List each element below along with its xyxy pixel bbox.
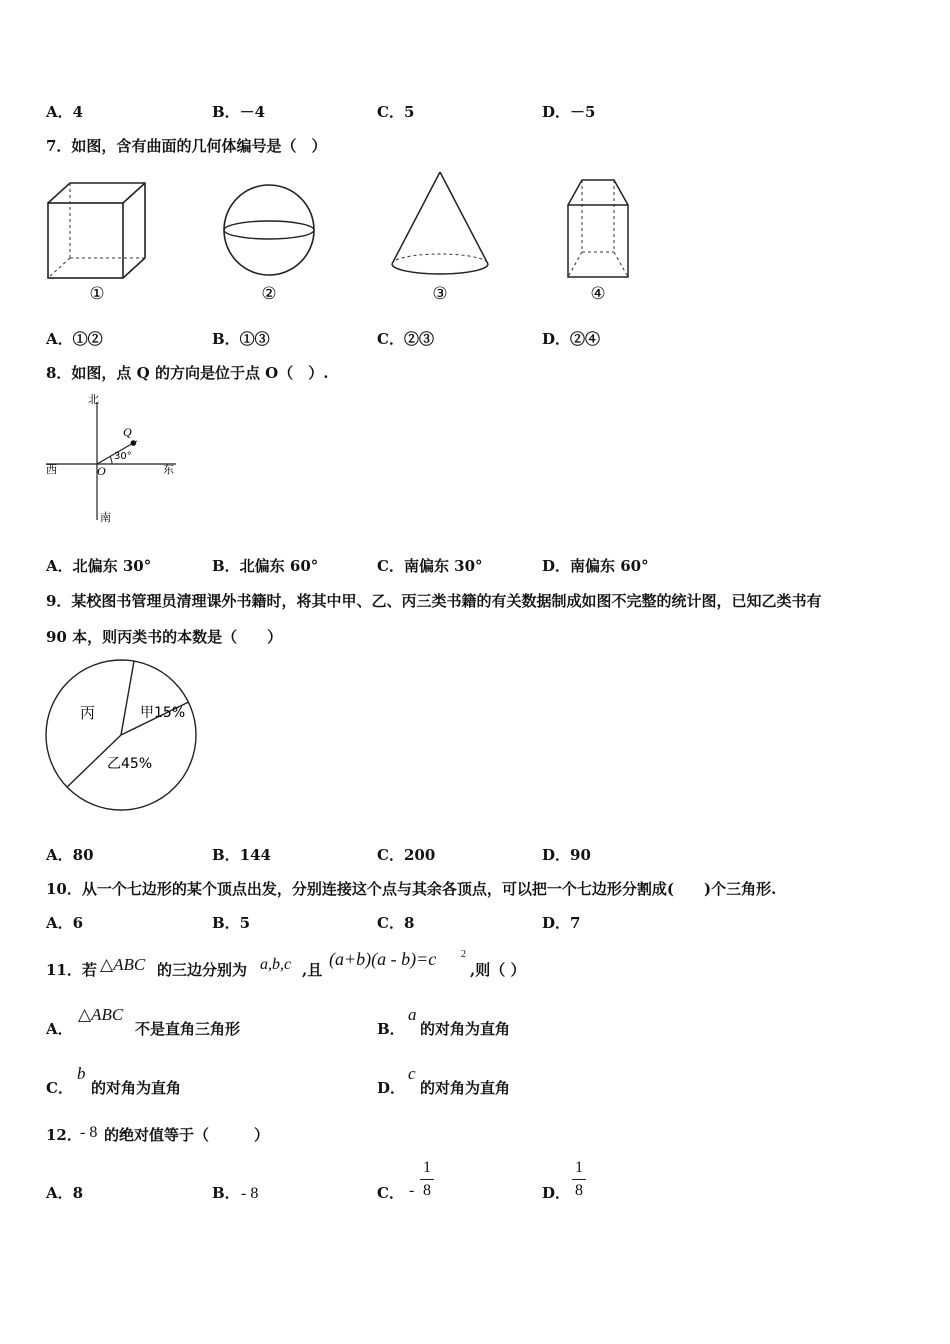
q11-option-b-text: 的对角为直角 — [420, 1020, 511, 1038]
q11-and: ,且 — [302, 961, 323, 979]
q12-suffix: 的绝对值等于（ ） — [104, 1126, 270, 1144]
q10-option-b: B．5 — [212, 914, 251, 932]
q12-option-d-denominator: 8 — [575, 1182, 583, 1199]
q7-cube-figure — [40, 178, 160, 308]
pie-label-yi: 乙45% — [107, 756, 153, 772]
q9-stem-line2: 90 本，则丙类书的本数是（ ） — [46, 628, 283, 646]
q7-prism-figure — [560, 172, 640, 307]
q8-option-c: C．南偏东 30° — [377, 557, 483, 575]
q7-figure-label-4: ④ — [590, 284, 606, 304]
q9-option-c: C．200 — [377, 846, 436, 864]
q12-option-d-fraction — [572, 1159, 586, 1200]
q10-option-c: C．8 — [377, 914, 415, 932]
q12-option-a: A．8 — [46, 1184, 84, 1202]
q8-option-d: D．南偏东 60° — [542, 557, 649, 575]
q12-option-c-denominator: 8 — [423, 1182, 431, 1199]
q8-angle-label: 30° — [114, 451, 132, 462]
q7-figure-label-2: ② — [261, 284, 277, 304]
q11-option-a-math: △ABC — [78, 1005, 124, 1024]
q9-option-d: D．90 — [542, 846, 591, 864]
q12-option-b-label: B． — [212, 1184, 240, 1202]
q8-north-label: 北 — [88, 393, 99, 406]
q11-option-d-math: c — [408, 1064, 416, 1083]
q10-option-a: A．6 — [46, 914, 84, 932]
q7-sphere-figure — [218, 178, 328, 308]
q7-cone-figure — [388, 168, 498, 308]
q12-prefix: 12． — [46, 1126, 82, 1144]
q7-stem: 7．如图，含有曲面的几何体编号是（ ） — [46, 137, 327, 155]
q12-option-d-numerator: 1 — [575, 1159, 583, 1176]
q7-option-b: B．①③ — [212, 330, 270, 348]
q11-mid: 的三边分别为 — [157, 961, 248, 979]
q8-point-label: Q — [123, 425, 132, 439]
q11-option-c-label: C． — [46, 1079, 73, 1097]
q12-value: - 8 — [80, 1124, 98, 1141]
q6-option-c: C．5 — [377, 103, 415, 121]
q12-option-d-label: D． — [542, 1184, 571, 1202]
q12-option-b-value: - 8 — [241, 1185, 259, 1202]
q9-option-b: B．144 — [212, 846, 271, 864]
q11-option-d-label: D． — [377, 1079, 406, 1097]
pie-label-jia: 甲15% — [140, 705, 186, 721]
q8-option-a: A．北偏东 30° — [46, 557, 152, 575]
q8-south-label: 南 — [100, 511, 111, 524]
q10-option-d: D．7 — [542, 914, 581, 932]
q11-suffix: ,则（ ） — [470, 961, 526, 979]
q11-option-d-text: 的对角为直角 — [420, 1079, 511, 1097]
q11-option-a-text: 不是直角三角形 — [135, 1020, 241, 1038]
q12-option-c-label: C． — [377, 1184, 404, 1202]
q11-option-c-math: b — [77, 1064, 86, 1083]
pie-label-bing: 丙 — [80, 704, 96, 722]
q6-option-b: B．－4 — [212, 103, 266, 121]
q8-point-q — [131, 440, 137, 446]
q8-west-label: 西 — [46, 463, 57, 476]
q8-angle-arc — [110, 457, 112, 465]
q8-stem: 8．如图，点 Q 的方向是位于点 O（ ）. — [46, 364, 329, 382]
q11-sides: a,b,c — [260, 956, 292, 973]
q9-pie-chart — [40, 658, 205, 816]
q10-stem: 10．从一个七边形的某个顶点出发，分别连接这个点与其余各顶点，可以把一个七边形分割成( )个三角形. — [46, 880, 777, 898]
q12-option-c-numerator: 1 — [423, 1159, 431, 1176]
q11-equation: (a+b)(a - b)=c — [329, 949, 437, 969]
q6-option-a: A．4 — [46, 103, 84, 121]
q11-option-b-label: B． — [377, 1020, 405, 1038]
q9-stem-line1: 9．某校图书管理员清理课外书籍时，将其中甲、乙、丙三类书籍的有关数据制成如图不完整的统计图，已知乙类书有 — [46, 592, 822, 610]
q6-option-d: D．－5 — [542, 103, 596, 121]
q11-triangle: △ABC — [100, 955, 146, 974]
q11-option-a-label: A． — [46, 1020, 73, 1038]
q8-east-label: 东 — [163, 463, 174, 476]
q11-option-b-math: a — [408, 1005, 417, 1024]
q8-option-b: B．北偏东 60° — [212, 557, 319, 575]
q11-option-c-text: 的对角为直角 — [91, 1079, 182, 1097]
q8-origin-label: O — [97, 464, 106, 478]
q7-option-c: C．②③ — [377, 330, 434, 348]
q11-exponent: 2 — [461, 949, 466, 960]
q12-option-c-fraction — [420, 1159, 434, 1200]
q12-option-c-sign: - — [409, 1182, 415, 1199]
q7-option-d: D．②④ — [542, 330, 601, 348]
q8-compass-figure — [44, 392, 184, 527]
q7-figure-label-1: ① — [89, 284, 105, 304]
q7-option-a: A．①② — [46, 330, 103, 348]
q9-option-a: A．80 — [46, 846, 94, 864]
q7-figure-label-3: ③ — [432, 284, 448, 304]
q11-prefix: 11．若 — [46, 961, 97, 979]
